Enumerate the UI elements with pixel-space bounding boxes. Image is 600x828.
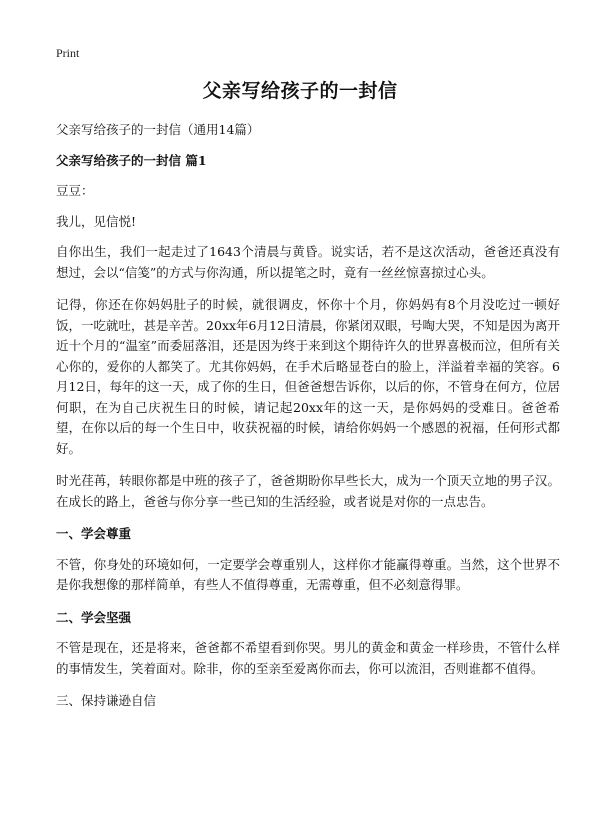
subsection-heading-humble: 三、保持谦逊自信 xyxy=(56,693,157,708)
salutation: 豆豆： xyxy=(56,183,94,198)
subsection-heading-respect: 一、学会尊重 xyxy=(56,526,132,541)
paragraph-1: 自你出生，我们一起走过了1643个清晨与黄昏。说实话，若不是这次活动，爸爸还真没有想过，会以“信笺”的方式与你沟通，所以提笔之时，竟有一丝丝惊喜掠过心头。 xyxy=(56,244,560,280)
subsection-heading-strong: 二、学会坚强 xyxy=(56,609,132,625)
document-body xyxy=(56,120,560,712)
print-label: Print xyxy=(56,46,80,60)
subsection-text-strong: 不管是现在，还是将来，爸爸都不希望看到你哭。男儿的黄金和黄金一样珍贵，不管什么样的事情发生，笑着面对。除非，你的至亲至爱离你而去，你可以流泪，否则谁都不值得。 xyxy=(56,640,560,676)
subsection-text-respect: 不管，你身处的环境如何，一定要学会尊重别人，这样你才能赢得尊重。当然，这个世界不是你我想像的那样简单，有些人不值得尊重，无需尊重，但不必刻意得罪。 xyxy=(56,556,560,592)
paragraph-2: 记得，你还在你妈妈肚子的时候，就很调皮，怀你十个月，你妈妈有8个月没吃过一顿好饭，一吃就吐，甚是辛苦。20xx年6月12日清晨，你紧闭双眼，号啕大哭，不知是因为离开近十个月的“温室”而委屈落泪，还是因为终于来到这个期待许久的世界喜极而泣，但所有关心你的，爱你的人都笑了。尤其你妈妈，在手术后略显苍白的脸上，洋溢着幸福的笑容。6月12日，每年的这一天，成了你的生日，但爸爸想告诉你，以后的你，不管身在何方，位居何职，在为自己庆祝生日的时候，请记起20xx年的这一天，是你妈妈的受难日。爸爸希望，在你以后的每一个生日中，收获祝福的时候，请给你妈妈一个感恩的祝福，任何形式都好。 xyxy=(56,297,560,456)
section-heading: 父亲写给孩子的一封信 篇1 xyxy=(56,152,207,168)
paragraph-3: 时光荏苒，转眼你都是中班的孩子了，爸爸期盼你早些长大，成为一个顶天立地的男子汉。在成长的路上，爸爸与你分享一些已知的生活经验，或者说是对你的一点忠告。 xyxy=(56,473,560,509)
page-title: 父亲写给孩子的一封信 xyxy=(202,80,398,102)
document-subtitle: 父亲写给孩子的一封信（通用14篇） xyxy=(56,122,260,137)
greeting: 我儿，见信悦! xyxy=(56,213,137,229)
